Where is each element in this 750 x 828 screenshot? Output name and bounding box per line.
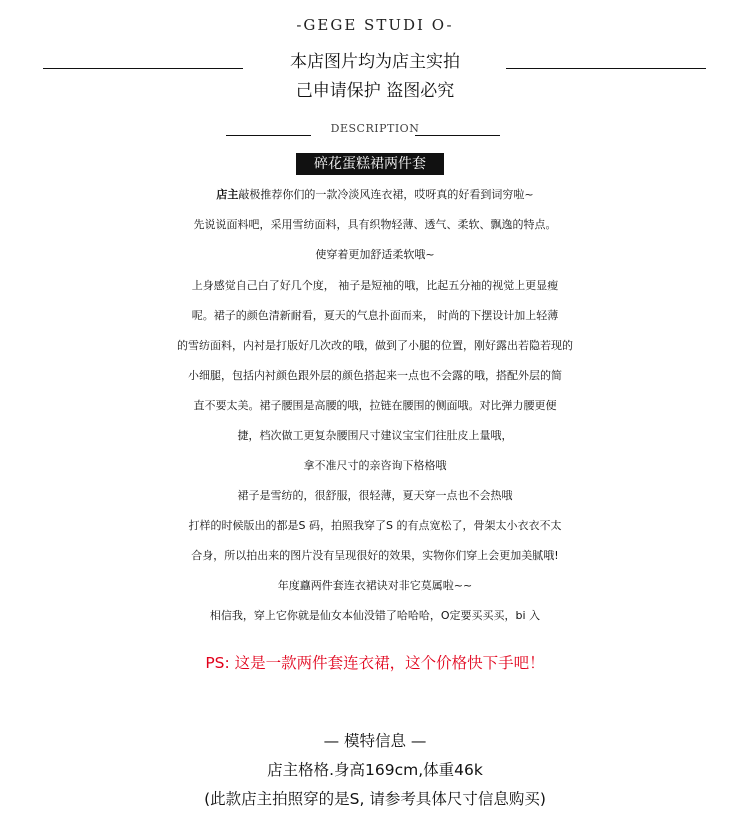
desc-line [0, 186, 750, 202]
desc-line: 裙子是雪纺的，很舒服，很轻薄，夏天穿一点也不会热哦 [237, 489, 513, 502]
desc-line: 呢。裙子的颜色清新耐看，夏天的气息扑面而来， 时尚的下摆设计加上轻薄 [191, 309, 559, 322]
product-title: 碎花蛋糕裙两件套 [296, 153, 444, 175]
model-info-line-2: (此款店主拍照穿的是S, 请参考具体尺寸信息购买) [204, 790, 546, 808]
model-info-heading: — 模特信息 — [323, 732, 427, 750]
desc-line: 直不要太美。裙子腰围是高腰的哦，拉链在腰围的侧面哦。对比弹力腰更便 [193, 399, 557, 412]
desc-line: 使穿着更加舒适柔软哦~ [315, 248, 435, 261]
desc-line: 合身，所以拍出来的图片没有呈现很好的效果，实物你们穿上会更加美腻哦! [191, 549, 559, 562]
desc-line: 捷，档次做工更复杂腰围尺寸建议宝宝们往肚皮上量哦， [237, 429, 513, 442]
desc-line-rest: 敲极推荐你们的一款冷淡风连衣裙，哎呀真的好看到词穷啦~ [238, 188, 534, 201]
desc-line: 上身感觉自己白了好几个度， 袖子是短袖的哦，比起五分袖的视觉上更显瘦 [191, 279, 559, 292]
ps-note: PS: 这是一款两件套连衣裙，这个价格快下手吧！ [205, 654, 545, 672]
desc-line: 相信我，穿上它你就是仙女本仙没错了哈哈哈，O定要买买买，bi 入 [209, 609, 541, 622]
desc-line: 的雪纺面料，内衬是打版好几次改的哦，做到了小腿的位置，刚好露出若隐若现的 [177, 339, 573, 352]
desc-divider-right [415, 135, 500, 136]
desc-line: 拿不准尺寸的亲咨询下格格哦 [303, 459, 447, 472]
studio-name: -GEGE STUDI O- [296, 16, 454, 34]
desc-line: 打样的时候版出的都是S 码，拍照我穿了S 的有点宽松了，骨架太小衣衣不太 [188, 519, 562, 532]
model-info-line-1: 店主格格.身高169cm,体重46k [267, 761, 483, 779]
desc-line: 小细腿，包括内衬颜色跟外层的颜色搭起来一点也不会露的哦，搭配外层的简 [188, 369, 562, 382]
notice-line-2: 己申请保护 盗图必究 [295, 81, 455, 101]
desc-line: 年度蠤两件套连衣裙诀对非它莫属啦~~ [277, 579, 473, 592]
desc-line: 先说说面料吧，采用雪纺面料，具有织物轻薄、透气、柔软、飘逸的特点。 [193, 218, 557, 231]
description-label: DESCRIPTION [330, 122, 420, 135]
notice-line-1: 本店图片均为店主实拍 [290, 52, 460, 72]
desc-divider-left [226, 135, 311, 136]
desc-line-strong: 店主 [216, 188, 239, 201]
